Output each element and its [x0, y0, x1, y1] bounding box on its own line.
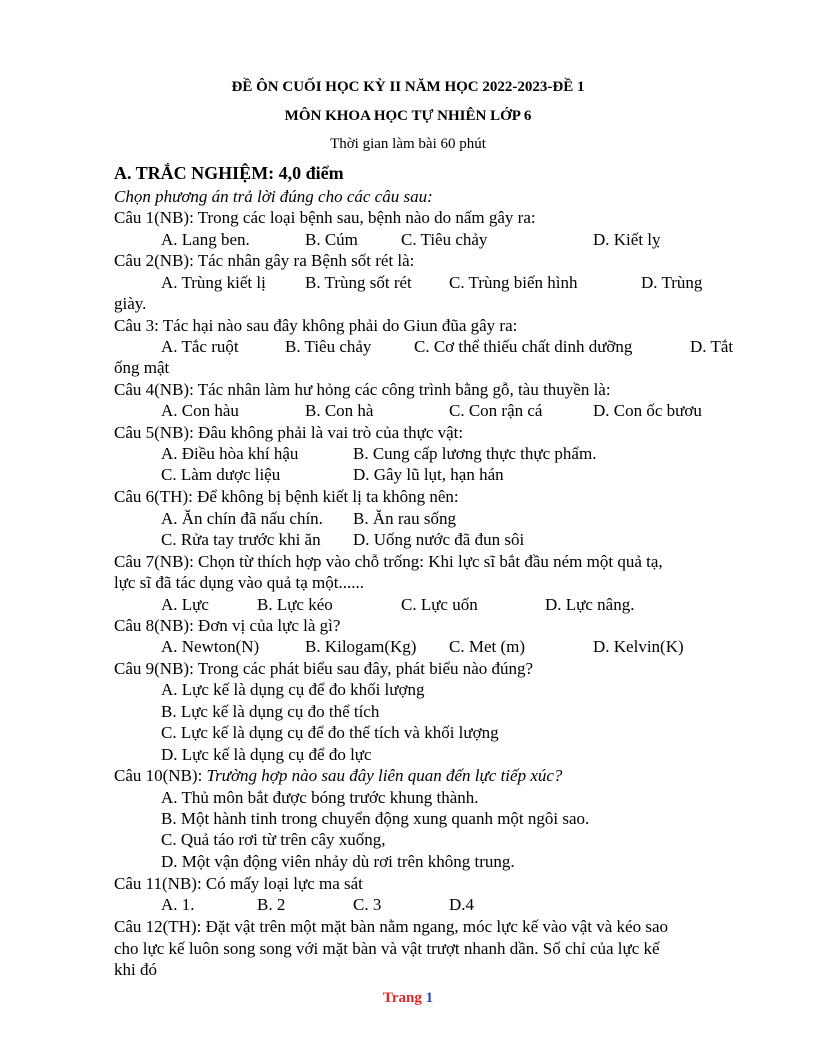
question-7-option-d: D. Lực nâng. — [545, 595, 635, 614]
question-6-option-a: A. Ăn chín đã nấu chín. — [161, 509, 323, 528]
question-2-wrap: giày. — [114, 294, 147, 313]
question-4-option-b: B. Con hà — [305, 401, 374, 420]
section-a-heading: A. TRẮC NGHIỆM: 4,0 điểm — [114, 163, 344, 183]
question-6-option-b: B. Ăn rau sống — [353, 509, 456, 528]
question-8-option-a: A. Newton(N) — [161, 637, 260, 656]
question-4-option-d: D. Con ốc bươu — [593, 401, 702, 420]
question-5-option-b: B. Cung cấp lương thực thực phẩm. — [353, 444, 597, 463]
question-7-option-c: C. Lực uốn — [401, 595, 478, 614]
question-8-stem: Câu 8(NB): Đơn vị của lực là gì? — [114, 616, 341, 635]
question-1-option-b: B. Cúm — [305, 230, 358, 249]
question-12-stem-cont2: khi đó — [114, 960, 157, 979]
question-6-option-c: C. Rửa tay trước khi ăn — [161, 530, 321, 549]
question-3-stem: Câu 3: Tác hại nào sau đây không phải do Giun đũa gây ra: — [114, 316, 518, 335]
question-10-option-c: C. Quả táo rơi từ trên cây xuống, — [161, 830, 386, 849]
section-a-instruction: Chọn phương án trả lời đúng cho các câu sau: — [114, 187, 433, 206]
question-5-option-d: D. Gây lũ lụt, hạn hán — [353, 465, 504, 484]
question-2-option-c: C. Trùng biến hình — [449, 273, 578, 292]
question-11-stem: Câu 11(NB): Có mấy loại lực ma sát — [114, 874, 363, 893]
question-7-stem: Câu 7(NB): Chọn từ thích hợp vào chỗ trống: Khi lực sĩ bắt đầu ném một quả tạ, — [114, 552, 663, 571]
question-5-option-a: A. Điều hòa khí hậu — [161, 444, 299, 463]
exam-time: Thời gian làm bài 60 phút — [330, 136, 486, 152]
question-3-option-a: A. Tắc ruột — [161, 337, 239, 356]
question-8-option-b: B. Kilogam(Kg) — [305, 637, 417, 656]
question-7-stem-cont: lực sĩ đã tác dụng vào quả tạ một...... — [114, 573, 364, 592]
question-5-option-c: C. Làm dược liệu — [161, 465, 281, 484]
question-10-stem — [114, 765, 562, 786]
page-label: Trang — [382, 990, 422, 1006]
question-1-option-a: A. Lang ben. — [161, 230, 250, 249]
question-11-option-b: B. 2 — [257, 895, 286, 914]
question-7-option-b: B. Lực kéo — [257, 595, 333, 614]
page-footer — [0, 990, 816, 1007]
question-9-stem: Câu 9(NB): Trong các phát biểu sau đây, phát biểu nào đúng? — [114, 659, 534, 678]
question-8-option-c: C. Met (m) — [449, 637, 526, 656]
question-9-option-c: C. Lực kế là dụng cụ để đo thể tích và khối lượng — [161, 723, 499, 742]
question-12-stem-cont: cho lực kế luôn song song với mặt bàn và vật trượt nhanh dần. Số chỉ của lực kế — [114, 939, 660, 958]
question-11-option-a: A. 1. — [161, 895, 195, 914]
question-2-option-d: D. Trùng — [641, 273, 703, 292]
question-1-option-d: D. Kiết lỵ — [593, 230, 661, 249]
question-2-option-a: A. Trùng kiết lị — [161, 273, 266, 292]
question-2-option-b: B. Trùng sốt rét — [305, 273, 412, 292]
question-10-option-b: B. Một hành tinh trong chuyển động xung quanh một ngôi sao. — [161, 809, 590, 828]
question-11-option-d: D.4 — [449, 895, 475, 914]
question-4-option-c: C. Con rận cá — [449, 401, 543, 420]
question-10-option-a: A. Thủ môn bắt được bóng trước khung thành. — [161, 788, 479, 807]
question-10-stem-text: Trường hợp nào sau đây liên quan đến lực tiếp xúc? — [206, 766, 563, 785]
exam-title: ĐỀ ÔN CUỐI HỌC KỲ II NĂM HỌC 2022-2023-ĐỀ 1 — [231, 79, 585, 95]
question-3-wrap: ống mật — [114, 358, 170, 377]
question-10-stem-prefix: Câu 10(NB): — [114, 766, 207, 785]
question-5-stem: Câu 5(NB): Đâu không phải là vai trò của thực vật: — [114, 423, 464, 442]
question-7-option-a: A. Lực — [161, 595, 209, 614]
question-1-stem: Câu 1(NB): Trong các loại bệnh sau, bệnh nào do nấm gây ra: — [114, 208, 536, 227]
question-12-stem: Câu 12(TH): Đặt vật trên một mặt bàn nằm ngang, móc lực kế vào vật và kéo sao — [114, 917, 668, 936]
question-9-option-d: D. Lực kế là dụng cụ để đo lực — [161, 745, 372, 764]
page-number: 1 — [425, 990, 434, 1006]
question-4-stem: Câu 4(NB): Tác nhân làm hư hỏng các công trình bằng gỗ, tàu thuyền là: — [114, 380, 611, 399]
question-2-stem: Câu 2(NB): Tác nhân gây ra Bệnh sốt rét là: — [114, 251, 415, 270]
question-3-option-b: B. Tiêu chảy — [285, 337, 372, 356]
question-9-option-a: A. Lực kế là dụng cụ để đo khối lượng — [161, 680, 425, 699]
question-3-option-c: C. Cơ thể thiếu chất dinh dưỡng — [414, 337, 633, 356]
question-1-option-c: C. Tiêu chảy — [401, 230, 488, 249]
question-3-option-d: D. Tắt — [690, 337, 734, 356]
question-8-option-d: D. Kelvin(K) — [593, 637, 684, 656]
question-4-option-a: A. Con hàu — [161, 401, 239, 420]
question-6-stem: Câu 6(TH): Để không bị bệnh kiết lị ta không nên: — [114, 487, 459, 506]
question-10-option-d: D. Một vận động viên nhảy dù rơi trên không trung. — [161, 852, 515, 871]
question-9-option-b: B. Lực kế là dụng cụ đo thể tích — [161, 702, 380, 721]
exam-subject: MÔN KHOA HỌC TỰ NHIÊN LỚP 6 — [284, 108, 532, 124]
question-6-option-d: D. Uống nước đã đun sôi — [353, 530, 525, 549]
question-11-option-c: C. 3 — [353, 895, 382, 914]
